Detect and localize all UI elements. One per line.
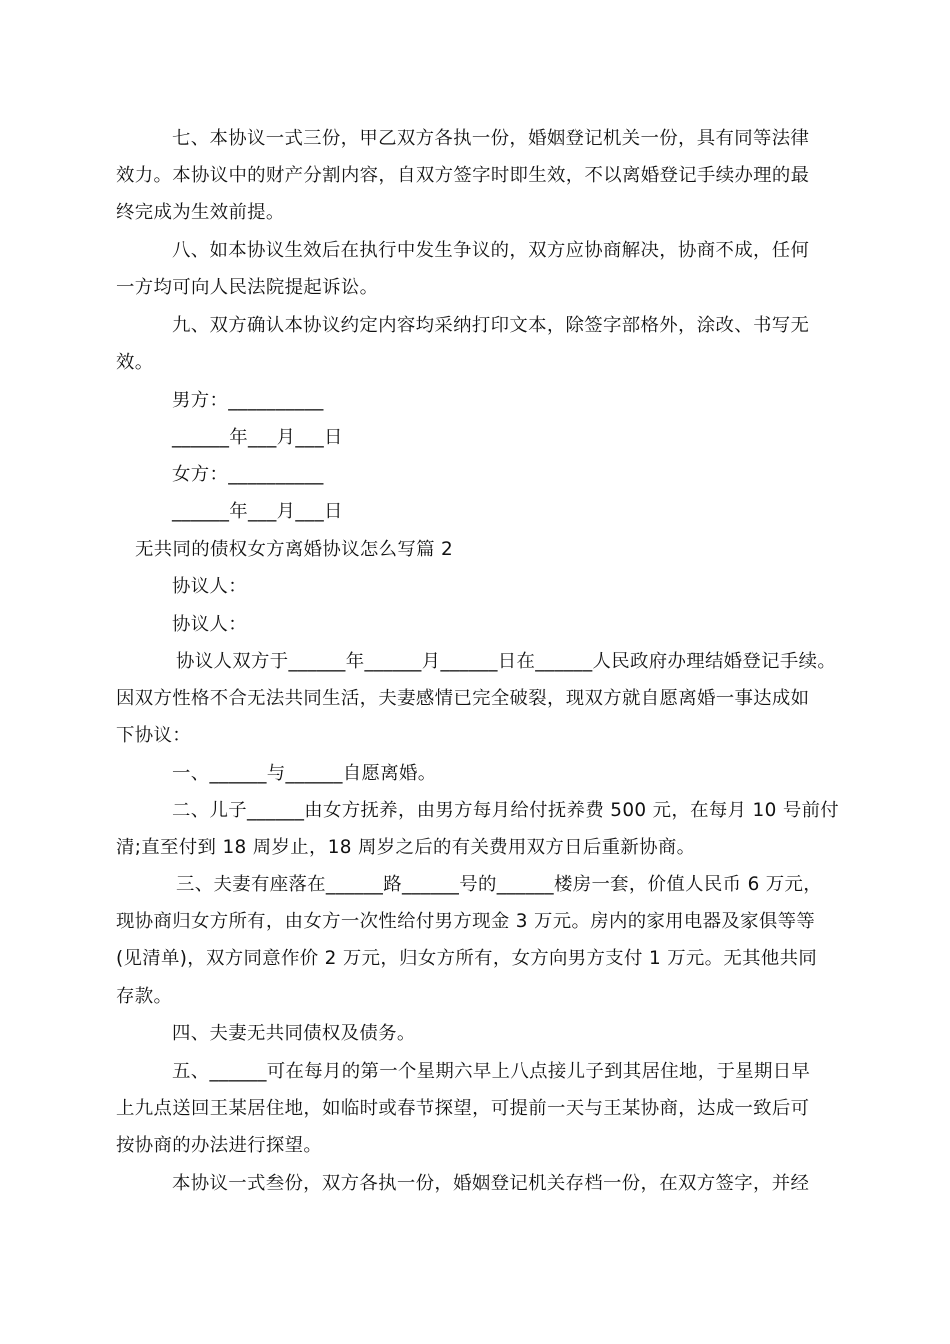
clause-9-line-1: 九、双方确认本协议约定内容均采纳打印文本，除签字部格外，涂改、书写无 — [172, 315, 810, 336]
item-1-line-1: 一、______与______自愿离婚。 — [172, 763, 437, 784]
closing-line-1: 本协议一式叁份，双方各执一份，婚姻登记机关存档一份，在双方签字，并经 — [172, 1173, 810, 1194]
clause-7-line-3: 终完成为生效前提。 — [116, 202, 285, 223]
male-date-line: ______年___月___日 — [172, 427, 343, 448]
female-date-line: ______年___月___日 — [172, 501, 343, 522]
female-signature-line: 女方：__________ — [172, 464, 324, 485]
party-1-label: 协议人： — [172, 576, 247, 597]
intro-line-1: 协议人双方于______年______月______日在______人民政府办理结婚登记手续。 — [176, 651, 837, 672]
item-2-line-2: 清;直至付到 18 周岁止，18 周岁之后的有关费用双方日后重新协商。 — [116, 837, 696, 858]
clause-9-line-2: 效。 — [116, 352, 154, 373]
item-3-line-4: 存款。 — [116, 986, 173, 1007]
item-3-line-2: 现协商归女方所有，由女方一次性给付男方现金 3 万元。房内的家用电器及家俱等等 — [116, 911, 816, 932]
clause-8-line-1: 八、如本协议生效后在执行中发生争议的，双方应协商解决，协商不成，任何 — [172, 240, 810, 261]
item-3-line-1: 三、夫妻有座落在______路______号的______楼房一套，价值人民币 6 万元， — [176, 874, 823, 895]
section-2-title: 无共同的债权女方离婚协议怎么写篇 2 — [135, 539, 454, 560]
clause-8-line-2: 一方均可向人民法院提起诉讼。 — [116, 277, 379, 298]
item-2-line-1: 二、儿子______由女方抚养，由男方每月给付抚养费 500 元，在每月 10 号前付 — [172, 800, 840, 821]
item-5-line-2: 上九点送回王某居住地，如临时或春节探望，可提前一天与王某协商，达成一致后可 — [116, 1098, 810, 1119]
item-4-line-1: 四、夫妻无共同债权及债务。 — [172, 1023, 416, 1044]
item-3-line-3: (见清单)，双方同意作价 2 万元，归女方所有，女方向男方支付 1 万元。无其他共同 — [116, 948, 818, 969]
party-2-label: 协议人： — [172, 614, 247, 635]
clause-7-line-2: 效力。本协议中的财产分割内容，自双方签字时即生效，不以离婚登记手续办理的最 — [116, 165, 810, 186]
intro-line-3: 下协议： — [116, 725, 191, 746]
clause-7-line-1: 七、本协议一式三份，甲乙双方各执一份，婚姻登记机关一份，具有同等法律 — [172, 128, 810, 149]
intro-line-2: 因双方性格不合无法共同生活，夫妻感情已完全破裂，现双方就自愿离婚一事达成如 — [116, 688, 810, 709]
item-5-line-1: 五、______可在每月的第一个星期六早上八点接儿子到其居住地，于星期日早 — [172, 1061, 811, 1082]
item-5-line-3: 按协商的办法进行探望。 — [116, 1135, 323, 1156]
male-signature-line: 男方：__________ — [172, 390, 324, 411]
